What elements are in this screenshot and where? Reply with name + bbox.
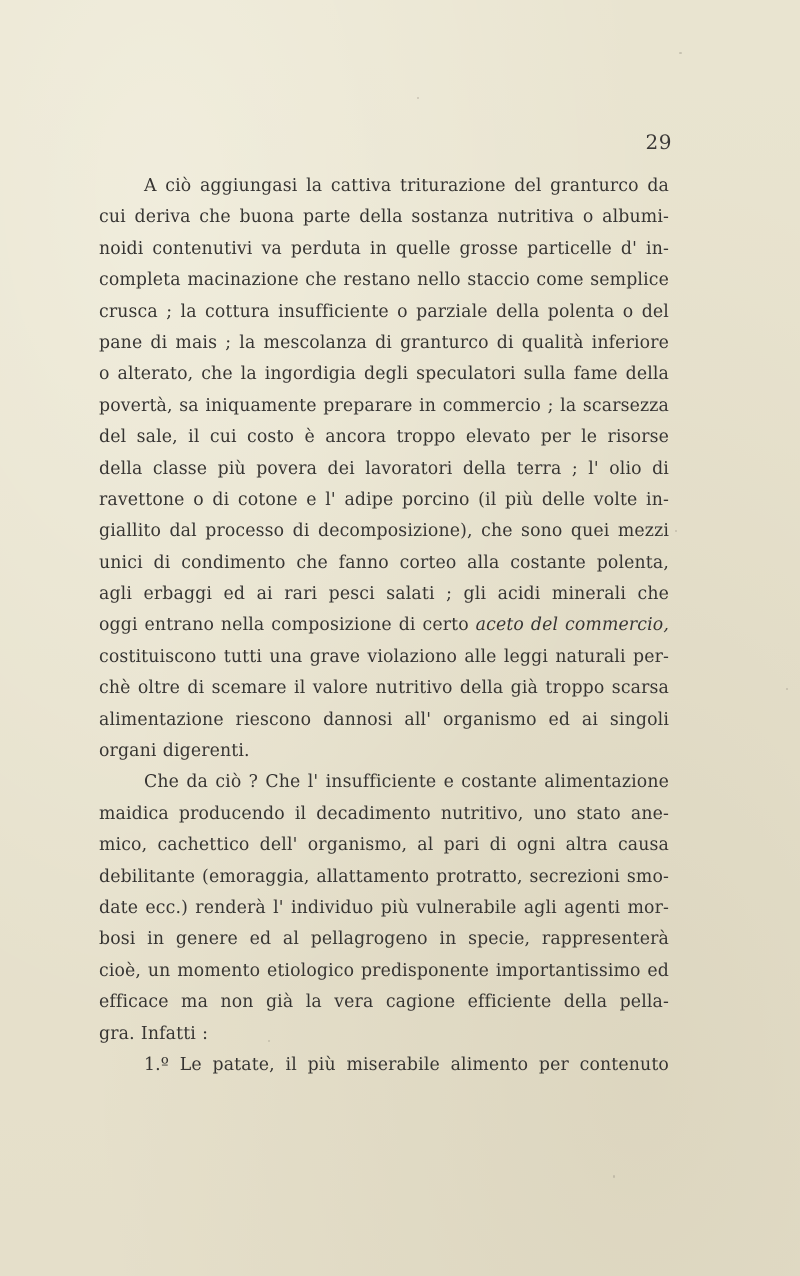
- paper-speck: [679, 52, 682, 54]
- text-line: mico, cachettico dell' organismo, al pari di ogni altra causa: [99, 835, 669, 856]
- text-line: gra. Infatti :: [99, 1023, 209, 1044]
- paper-speck: [786, 688, 788, 690]
- text-line: efficace ma non già la vera cagione efficiente della pella-: [99, 992, 669, 1013]
- text-line: cioè, un momento etiologico predisponente importantissimo ed: [99, 960, 669, 981]
- text-line: cui deriva che buona parte della sostanza nutritiva o albumi-: [99, 207, 669, 228]
- italic-phrase: aceto del commercio,: [475, 615, 669, 636]
- text-line: o alterato, che la ingordigia degli speculatori sulla fame della: [99, 364, 669, 385]
- page-number: 29: [645, 130, 672, 154]
- paper-speck: [675, 530, 677, 532]
- text-line: maidica producendo il decadimento nutritivo, uno stato ane-: [99, 803, 669, 824]
- text-line: ravettone o di cotone e l' adipe porcino (il più delle volte in-: [99, 489, 669, 510]
- text-line: bosi in genere ed al pellagrogeno in specie, rappresenterà: [99, 929, 669, 950]
- text-line: completa macinazione che restano nello staccio come semplice: [99, 270, 669, 291]
- text-line: costituiscono tutti una grave violaziono alle leggi naturali per-: [99, 646, 669, 667]
- body-text: [99, 171, 669, 1081]
- text-line: giallito dal processo di decomposizione), che sono quei mezzi: [99, 521, 669, 542]
- text-line: A ciò aggiungasi la cattiva triturazione del granturco da: [144, 176, 669, 196]
- text-line: pane di mais ; la mescolanza di granturco di qualità inferiore: [99, 332, 669, 353]
- text-line: alimentazione riescono dannosi all' organismo ed ai singoli: [99, 709, 669, 730]
- text-line: agli erbaggi ed ai rari pesci salati ; gli acidi minerali che: [99, 584, 669, 605]
- text-line: 1.º Le patate, il più miserabile alimento per contenuto: [144, 1054, 669, 1075]
- text-line: chè oltre di scemare il valore nutritivo della già troppo scarsa: [99, 678, 669, 699]
- text-line: povertà, sa iniquamente preparare in commercio ; la scarsezza: [99, 395, 669, 416]
- text-line: noidi contenutivi va perduta in quelle grosse particelle d' in-: [99, 238, 669, 259]
- paper-speck: [613, 1175, 615, 1178]
- text-line: date ecc.) renderà l' individuo più vulnerabile agli agenti mor-: [99, 897, 669, 918]
- text-line: del sale, il cui costo è ancora troppo elevato per le risorse: [99, 427, 669, 448]
- text-line: organi digerenti.: [99, 741, 250, 762]
- text-line: unici di condimento che fanno corteo alla costante polenta,: [99, 552, 669, 573]
- text-line: debilitante (emoraggia, allattamento protratto, secrezioni smo-: [99, 866, 669, 887]
- text-line: Che da ciò ? Che l' insufficiente e costante alimentazione: [144, 772, 669, 793]
- paper-speck: [417, 97, 419, 99]
- paper-speck: [268, 1040, 270, 1042]
- text-line: della classe più povera dei lavoratori della terra ; l' olio di: [99, 458, 669, 479]
- text-line: crusca ; la cottura insufficiente o parziale della polenta o del: [99, 301, 669, 322]
- text-line: oggi entrano nella composizione di certo aceto del commercio,: [99, 615, 669, 636]
